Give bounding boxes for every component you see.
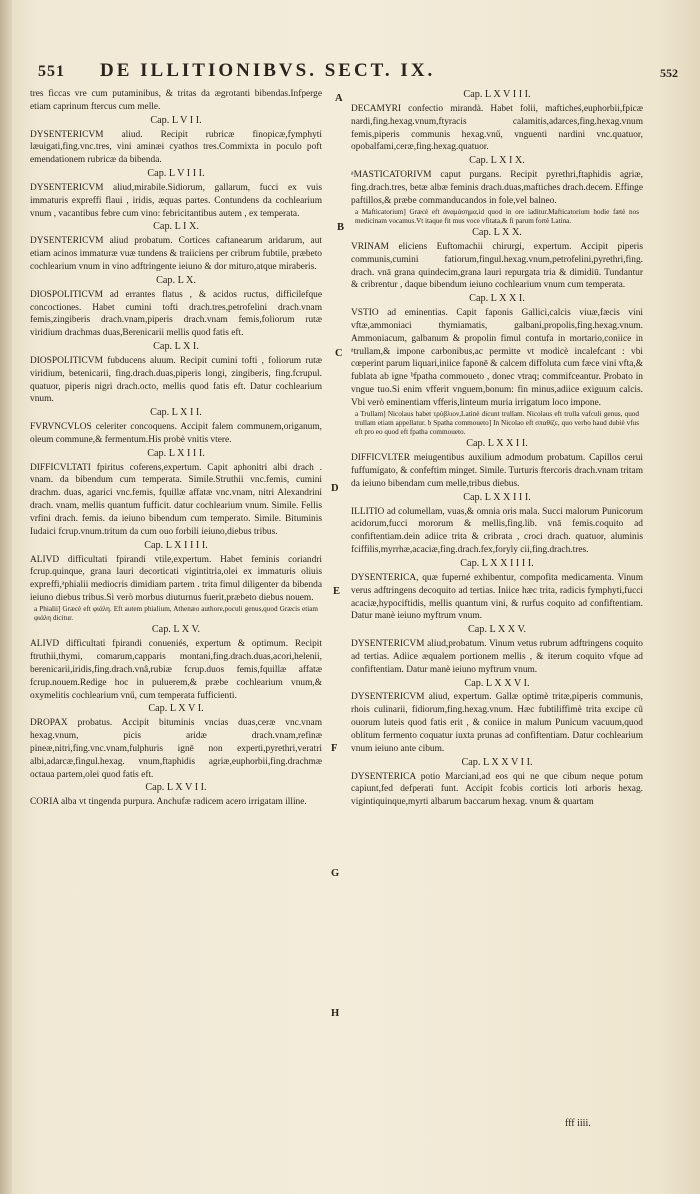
- paragraph: DIOSPOLITICVM ad errantes flatus , & acidos ructus, difficilefque concoctiones. Habet cumini tofti drach.tres,petrofelini drach.vnam femis,zingiberis drach.vnam,piperis drach.vnam femis,foliorum rutæ viridium drachmas duas,Berenicarii mellis quod fatis eft.: [30, 289, 322, 339]
- paragraph: VSTIO ad eminentias. Capit faponis Gallici,calcis viuæ,fæcis vini vftæ,ammoniaci thymiamatis, galbani,propolis,fing.hexag.vnum. Ammoniacum, galbanum & propolin fimul contufa in mortario,coniice in ᵃtrullam,& impone carbonibus,ac permitte vt modicè incalefcant : vbi cœperint parum liquari,iniice faponē & calcem diffoluta cum fæce vini vfta,& fublata ab igne ᵇfpatha commoueto , donec vtraq; commifceantur. Probato in vngue tuo.Si enim vfferit vnguem,bonum: fin minus,adiice exiguum calcis. Vbi verò eminentiam vfferis,linteum muria irrigatum loco impone.: [351, 308, 643, 408]
- paragraph: ALIVD difficultati fpirandi conueniés, expertum & optimum. Recipit ftruthii,thymi, comarum,capparis montani,fing.drach.duas,acori,helenii, berenicarii,iridis,fing.drach.vnâ,rubiæ fcrup.duos femis,fquillæ affatæ fcrup.nouem.Redige hoc in puluerem,& præbe cochlearium vnum,& oxymelitis cochlearium vnű, cum temperata fufficienti.: [30, 639, 322, 701]
- margin-letter: D: [331, 483, 339, 494]
- paragraph: DIFFICVLTER meiugentibus auxilium admodum probatum. Capillos cerui fuffumigato, & confeftim minget. Simile. Turturis ftercoris drach.vnam tritam da ieiuno bibendam cum melle,tribus diebus.: [351, 453, 643, 489]
- paragraph: DYSENTERICVM aliud, expertum. Gallæ optimè tritæ,piperis communis, rhois culinarii, fidiorum,fing.hexag.vnum. Hæc fubtiliffimè trita excipe cũ ouorum luteis quod fatis erit , & coniice in malum Punicum vacuum,quod oblitum fermento coquatur iuxta prunas ad confiftentiam. Datur cochlearium vnum ieiuno ante cibum.: [351, 692, 643, 754]
- left-text-column: [30, 88, 322, 809]
- margin-letter: G: [331, 868, 340, 879]
- signature-mark: fff iiii.: [565, 1118, 591, 1129]
- chapter-heading: Cap. L X I I.: [150, 407, 202, 419]
- binding-gutter: [0, 0, 12, 1194]
- margin-letter: E: [333, 586, 341, 597]
- running-head: DE ILLITIONIBVS. SECT. IX.: [100, 60, 436, 81]
- chapter-heading: Cap. L X V.: [151, 624, 201, 636]
- paragraph: DECAMYRI confectio mirandà. Habet folii, mafticheś,euphorbii,fpicæ nardi,fing.hexag.vnum,ftyracis calamitis,adarces,fing.hexag.vnum femis,piperis communis hexag.vnű, vnguenti nardini vnc.quatuor, opobalfami,ceræ,fing.hexag.quatuor.: [351, 103, 643, 153]
- chapter-heading: Cap. L X V I I.: [145, 782, 207, 794]
- chapter-heading: Cap. L X X V I I.: [461, 756, 533, 768]
- paragraph: ILLITIO ad columellam, vuas,& omnia oris mala. Succi malorum Punicorum acidorum,fucci mororum & mellis,fing.lib. vnā femis.coquito ad confiftentiam.dein adiice trita & cribrata , croci drach. quatuor, aluminis fciffilis,myrrhæ,acaciæ,fing.drach.fex,foryly cii,fing.drach.tres.: [351, 506, 643, 556]
- paragraph: FVRVNCVLOS celeriter concoquens. Accipit falem communem,origanum, oleum commune,& fermentum.His probè vnitis vtere.: [30, 422, 322, 445]
- chapter-heading: Cap. L X X I I I I.: [460, 558, 534, 570]
- chapter-heading: Cap. L X I I I.: [147, 447, 205, 459]
- paragraph: DYSENTERICVM aliud probatum. Cortices caftanearum aridarum, aut etiam acinos immaturæ vuæ tundens & traiiciens per cribrum fubtile, præbeto cochlearium vnum in vino adftringente ieiuno & dor miturо,atque miraberis.: [30, 236, 322, 272]
- chapter-heading: Cap. L X I.: [153, 341, 199, 353]
- margin-letter: A: [335, 93, 343, 104]
- margin-letter: H: [331, 1008, 340, 1019]
- paragraph: DIOSPOLITICVM fubducens aluum. Recipit cumini tofti , foliorum rutæ viridium, betenicarii, fing.drach.duas,piperis longi, zingiberis, fing.fcrupul. quatuor, piperis nigri drach.octo, mellis quod fatis eft. Datur cochlearium vnum.: [30, 355, 322, 405]
- chapter-heading: Cap. L X V I I I.: [463, 89, 531, 100]
- chapter-heading: Cap. L X.: [156, 274, 196, 286]
- chapter-heading: Cap. L X I I I I.: [144, 539, 208, 551]
- chapter-heading: Cap. L I X.: [153, 221, 199, 233]
- paragraph: DYSENTERICA potio Marciani,ad eos qui ne que cibum neque potum capiunt,fed defperati funt. Accipit fcobis corticis loti arboris hexag. vigintiquinque,myrti albarum baccarum hexag. vnum & quartam: [351, 771, 643, 808]
- chapter-heading: Cap. L X X I I I.: [463, 491, 531, 503]
- paragraph: DYSENTERICVM aliud. Recipit rubricæ finopicæ,fymphyti læuigati,fing.vnc.tres, vini aminæi cyathos tres.Commixta in poculo poft emendationem rubricæ da bibenda.: [30, 129, 322, 166]
- chapter-heading: Cap. L X X I.: [469, 293, 525, 305]
- paragraph: DYSENTERICA, quæ fuperné exhibentur, compofita medicamenta. Vinum verus adftringens decoquito ad tertias. Iniice hæc trita, radicis fymphyti,fucci acaciæ,hypociftidis, mellis quantum vini, & rurfus coquito ad confiftentiam. Datur manè ieiuno myftrum vnum.: [351, 572, 643, 622]
- page-number-right: 552: [660, 66, 678, 80]
- chapter-heading: Cap. L X V I.: [148, 703, 204, 715]
- chapter-heading: Cap. L X X.: [472, 227, 522, 238]
- paragraph: DYSENTERICVM aliud,mirabile.Sidiorum, gallarum, fucci ex vuis immaturis expreffi flaui , iridis, æquas partes. Contundens da cochlearium vnum , vacantibus febre cum vino: febricitantibus autem , ex temperata.: [30, 182, 322, 219]
- chapter-heading: Cap. L V I I I.: [147, 168, 205, 180]
- margin-letter: C: [335, 348, 343, 359]
- right-text-column: [351, 88, 643, 809]
- footnote: a Phialii] Græcè eft φιάλη. Eft autem phialium, Athenæo authore,poculi genus,quod Græcis etiam φιάλη dicitur.: [34, 604, 318, 623]
- footnote: a Trullam] Nicolaus habet τρύβλιον,Latinè dicunt trullam. Nicolaus eft trulla vafculi genus, quod trullam etiam appellatur. b Spatha commoueto] In Nicolao eft σπαθίζε, quo verbo haud dubiè vfus eft pro eo quod eft fpatha commoueto.: [355, 409, 639, 437]
- paragraph: CORIA alba vt tingenda purpura. Anchufæ radicem acero irrigatam illine.: [30, 797, 307, 808]
- chapter-heading: Cap. L X X I I.: [466, 438, 528, 450]
- chapter-heading: Cap. L V I I.: [150, 114, 202, 126]
- footnote: a Mafticatorium] Græcè eft ἀναμάσημα,id quod in ore iaditur.Mafticatorium hodie fætè nos medicinam vocamus.Vt itaque fit mus voce vfitata,& fi parum fortè Latina.: [355, 207, 639, 225]
- chapter-heading: Cap. L X X V.: [467, 624, 527, 636]
- margin-letter: F: [331, 743, 338, 754]
- chapter-heading: Cap. L X I X.: [469, 155, 525, 167]
- margin-letter: B: [337, 222, 345, 233]
- paragraph: DROPAX probatus. Accipit bituminis vncias duas,ceræ vnc.vnam hexag.vnum, picis aridæ drach.vnam,refinæ pineæ,nitri,fing.vnc.vnam,fulphuris ignē non experti,pyrethri,veratri albi,adarcæ,fingul.hexag. vnum,ftaphidis agriæ,euphorbii,fing.drachmæ octaua partem,olei quod fatis eft.: [30, 718, 322, 780]
- paragraph: ALIVD difficultati fpirandi vtile,expertum. Habet feminis coriandri fcrup.quinque, grana lauri decorticati vigintitria,olei ex immaturis oliuis expreffi,ᵃphialii mediocris dimidiam partem . trita fimul diligenter da bibenda ieiuno diebus tribus.Si verò morbus diuturnus fuerit,præbeto diebus nouem.: [30, 554, 322, 604]
- page-number-left: 551: [38, 63, 65, 80]
- chapter-heading: Cap. L X X V I.: [464, 677, 530, 689]
- paragraph: tres ficcas vre cum putaminibus, & tritas da ægrotanti bibendas.Infperge etiam caprinum ftercus cum melle.: [30, 89, 322, 112]
- paragraph: DIFFICVLTATI fpiritus coferens,expertum. Capit aphonitri albi drach . vnam. da bibendum cum temperata. Simile.Struthii vnc.femis, cumini drachm. duas, agarici vnc.femis, fquillæ affatæ vnc.vnam, nitri Alexandrini drach. vnam, mellis quantum fufficit. datur cochlearium vnum. Simile. Fellis vrfini drach. femis. da ieiuno bibendum cum temperato. Simile. Bituminis Iudaici fcrup.vnum.tritum da cum ouo forbili ieiuno,diebus tribus.: [30, 462, 322, 537]
- paragraph: DYSENTERICVM aliud,probatum. Vinum vetus rubrum adftringens coquito ad tertias. Adiice æqualem portionem mellis , & iterum coquito vfque ad confiftentiam. Datur manè ieiuno myftrum vnum.: [351, 639, 643, 675]
- paragraph: VRINAM eliciens Euftomachii chirurgi, expertum. Accipit piperis communis,cumini fatiorum,fingul.hexag.vnum,petrofelini,pyrethri,fing. drach. vnā grana quindecim,grana lauri repurgata tria & dimidiū. Tundantur & cribrentur , daque bibendum ieiuno cochlearium vnum cum temperata.: [351, 241, 643, 291]
- paragraph: ᵃMASTICATORIVM caput purgans. Recipit pyrethri,ftaphidis agriæ, fing.drach.tres, betæ albæ feminis drach.duas,maftiches drach.decem. Effinge paftillos,& præbe commanducandos in fole,vel balneo.: [351, 170, 643, 206]
